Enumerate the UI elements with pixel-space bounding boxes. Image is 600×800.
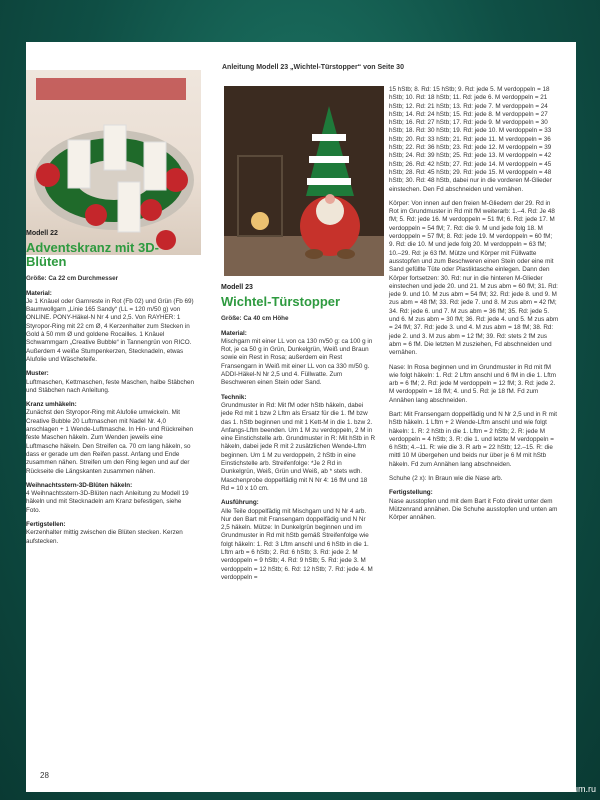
magazine-page	[26, 42, 576, 792]
kranz-heading: Kranz umhäkeln:	[26, 401, 77, 409]
weihnachtsstern-heading: Weihnachtsstern-3D-Blüten häkeln:	[26, 481, 133, 489]
cap-rounds-text: 15 hStb; 8. Rd: 15 hStb; 9. Rd: jede 5. M verdoppeln = 18 hStb; 10. Rd: 18 hStb; 11. Rd: jede 6. M verdoppeln = 21 hStb; 12. Rd: 21 hStb; 13. Rd: jede 7. M verdoppeln = 24 hStb; 14. Rd: 24 hStb; 15. Rd: jede 8. M verdoppeln = 27 hStb; 16. Rd: 27 hStb; 17. Rd: jede 9. M verdoppeln = 30 hStb; 18. Rd: 30 hStb; 19. Rd: jede 10. M verdoppeln = 33 hStb; 20. Rd: 33 hStb; 21. Rd: jede 11. M verdoppeln = 36 hStb; 22. Rd: 36 hStb; 23. Rd: jede 12. M verdoppeln = 39 hStb; 24. Rd: 39 hStb; 25. Rd: jede 13. M verdoppeln = 42 hStb; 26. Rd: 42 hStb; 27. Rd: jede 14. M verdoppeln = 45 hStb; 28. Rd: 45 hStb; 29. Rd: jede 15. M verdoppeln = 48 hStb; 30. Rd: 48 hStb, dabei nur in die vorderen M-Glieder einstechen. Den Fd abschneiden und vernähen.	[389, 86, 552, 193]
fertigstellen-heading: Fertigstellen:	[26, 521, 66, 529]
model-23-label: Modell 23	[221, 284, 253, 291]
finishing-text: Nase ausstopfen und mit dem Bart it Foto direkt unter dem Mützenrand annähen. Die Schuhe ausstopfen und unten am Körper annähen.	[389, 497, 558, 522]
model-23-technik	[221, 394, 376, 494]
page-number: 28	[40, 771, 49, 780]
ausfuehrung-text: Alle Teile doppelfädig mit Mischgarn und N Nr 4 arb. Nur den Bart mit Fransengarn doppelfädig und N Nr 2,5 häkeln. Mütze: In Dunkelgrün beginnen und im Grundmuster in Rd mit hStb gemäß Streifenfolge wie folgt häkeln: 1. Rd: 3 Lftm anschl und 6 hStb in die 1. Lftm arb = 6 hStb; 2. Rd: 6 hStb; 3. Rd: jede 2. M verdoppeln = 9 hStb; 4. Rd: 9 hStb; 5. Rd: jede 3. M verdoppeln = 12 hStb; 6. Rd: 12 hStb; 7. Rd: jede 4. M verdoppeln =	[221, 507, 373, 581]
shoes-text: Schuhe (2 x): In Braun wie die Nase arb.	[389, 475, 503, 483]
model-22-weihnachtsstern	[26, 482, 196, 515]
site-watermark: PassionForum.ru	[527, 784, 596, 794]
model-23-column	[221, 284, 376, 588]
finishing	[389, 489, 559, 522]
nose-text: Nase: In Rosa beginnen und im Grundmuster in Rd mit fM wie folgt häkeln: 1. Rd: 2 Lftm anschl und 6 fM in die 1. Lftm arb = 6 fM; 2. Rd: jede M verdoppeln = 12 fM; 3. Rd: jede 2. M verdoppeln = 18 fM; 4. und 5. Rd: je 18 fM. Fd zum Annähen lang abschneiden.	[389, 363, 556, 404]
kranz-text: Zunächst den Styropor-Ring mit Alufolie umwickeln. Mit Creative Bubble 20 Luftmaschen mit Nadel Nr. 4,0 anschlagen + 1 Wende-Luftmasche. In Hin- und Rückreihen feste Maschen häkeln. Zum Wenden jeweils eine Luftmasche häkeln. Den Streifen ca. 70 cm lang häkeln, so dass er gerade um den Reifen passt. Anfang und Ende zusammen nähen. Streifen um den Ring legen und auf der Rückseite die Längskanten zusammen nähen.	[26, 409, 194, 475]
technik-heading: Technik:	[221, 393, 247, 401]
model-23-ausfuehrung	[221, 499, 376, 582]
model-22-label: Modell 22	[26, 230, 58, 237]
ausfuehrung-heading: Ausführung:	[221, 499, 259, 507]
advent-wreath-photo	[26, 70, 201, 255]
model-22-material	[26, 290, 196, 365]
beard-text: Bart: Mit Fransengarn doppelfädig und N Nr 2,5 und in R mit hStb häkeln. 1 Lftm + 2 Wende-Lftm anschl und wie folgt häkeln: 1. R: 2 hStb in die 1. Lftm = 2 hStb; 2. R: jede M verdoppeln = 4 hStb; 3. R: die 1. und letzte M verdoppeln = 6 hStb; 4.–11. R: wie die 3. R arb = 22 hStb; 12.–15. R: die mittl 10 M übergehen und beids nur über je 6 M mit hStb häkeln. Fd zum Annähen lang abschneiden.	[389, 410, 558, 468]
technik-text: Grundmuster in Rd: Mit fM oder hStb häkeln, dabei jede Rd mit 1 bzw 2 Lftm als Ersatz für die 1. fM bzw das 1. hStb beginnen und mit 1 Kett-M in die 1. bzw 2. Anfangs-Lftm beenden. Um 1 M zu verdoppeln, 2 M in eine Einstichstelle arb. Grundmuster in R: Mit hStb in R häkeln, dabei jede R mit 2 zusätzlichen Wende-Lftm beginnen. Um 1 M zu verdoppeln, 2 hStb in eine Einstichstelle arb. Streifenfolge: *Je 2 Rd in Dunkelgrün, Weiß, Grün und Weiß, ab * stets wdh. Maschenprobe doppelfädig mit N Nr 4: 16 fM und 18 Rd = 10 x 10 cm.	[221, 401, 375, 492]
model-22-title: Adventskranz mit 3D-Blüten	[26, 240, 159, 270]
model-23-material	[221, 330, 376, 388]
material-heading: Material:	[26, 289, 52, 297]
weihnachtsstern-text: 4 Weihnachtsstern-3D-Blüten nach Anleitung zu Modell 19 häkeln und mit Stecknadeln am Kranz befestigen, siehe Foto.	[26, 490, 189, 514]
body-text: Körper: Von innen auf den freien M-Gliedern der 29. Rd in Rot im Grundmuster in Rd mit fM weiterarb: 1.–4. Rd: Je 48 fM; 5. Rd: jede 16. M verdoppeln = 51 fM; 6. Rd: jede 17. M verdoppeln = 54 fM; 7. Rd: die 9. M und jede folg 18. M verdoppeln = 57 fM; 8. Rd: jede 19. M verdoppeln = 60 fM; 9. Rd: die 10. M und jede folg 20. M verdoppeln = 63 fM; 10.–29. Rd: je 63 fM. Mütze und Körper mit Füllwatte ausstopfen und zum Beschweren einen Stein oder eine mit Sand gefüllte Tüte oder Plastiktasche einlegen. Dann den Körper fortsetzen: 30. Rd: nur in die hinteren M-Glieder einstechen und jede 20. und 21. M zus abm = 60 fM; 31. Rd: jede 9. und 10. M zus abm = 54 fM; 32. Rd: jede 8. und 9. M zus abm = 48 fM; 33. Rd: jede 7. und 8. M zus abm = 42 fM; 34. Rd: jede 6. und 7. M zus abm = 36 fM; 35. Rd: jede 5. und 6. M zus abm = 30 fM; 36. Rd: jede 4. und 5. M zus abm = 24 fM; 37. Rd: jede 3. und 4. M zus abm = 18 fM; 38. Rd: jede 2. und 3. M zus abm = 12 fM; 39. Rd: stets 2 fM zus abm = 6 fM. Die letzten M zusziehen, Fd abschneiden und vernähen.	[389, 199, 559, 357]
finishing-heading: Fertigstellung:	[389, 489, 433, 497]
model-23-size: Größe: Ca 40 cm Höhe	[221, 315, 289, 323]
instruction-reference: Anleitung Modell 23 „Wichtel-Türstopper“ von Seite 30	[222, 64, 404, 71]
material-heading: Material:	[221, 329, 247, 337]
fertigstellen-text: Kerzenhalter mittig zwischen die Blüten stecken. Kerzen aufstecken.	[26, 529, 183, 545]
model-22-kranz	[26, 401, 196, 476]
material-text: Je 1 Knäuel oder Garnreste in Rot (Fb 02) und Grün (Fb 69) Baumwollgarn „Linie 165 Sandy“ (LL = 120 m/50 g) von ONLINE. PONY-Häkel-N Nr 4 und 2,5. Von RAYHER: 1 Styropor-Ring mit 22 cm Ø, 4 Kerzenhalter zum Stecken in Gold à 50 mm Ø und goldene Rocailles. 1 Knäuel Schwammgarn „Creative Bubble“ in Tannengrün von RICO. Außerdem 4 weiße Stumpenkerzen, Stecknadeln, etwas Alufolie und Wäscheteife.	[26, 297, 194, 363]
model-23-title: Wichtel-Türstopper	[221, 294, 341, 310]
muster-heading: Muster:	[26, 370, 49, 378]
model-22-muster	[26, 370, 196, 395]
model-22-column	[26, 230, 196, 552]
gnome-doorstopper-photo	[224, 86, 384, 276]
model-22-fertigstellen	[26, 521, 196, 546]
muster-text: Luftmaschen, Kettmaschen, feste Maschen, halbe Stäbchen und Stäbchen nach Anleitung.	[26, 378, 195, 394]
material-text: Mischgarn mit einer LL von ca 130 m/50 g: ca 100 g in Rot, je ca 50 g in Grün, Dunkelgrün, Weiß und Braun sowie ein Rest in Rosa; außerdem ein Rest Fransengarn in Weiß mit einer LL von ca 330 m/50 g. ADDI-Häkel-N Nr 2,5 und 4. Füllwatte. Zum Beschweren einen Stein oder Sand.	[221, 337, 373, 387]
instructions-continuation-column	[389, 86, 559, 529]
model-22-size: Größe: Ca 22 cm Durchmesser	[26, 275, 119, 283]
